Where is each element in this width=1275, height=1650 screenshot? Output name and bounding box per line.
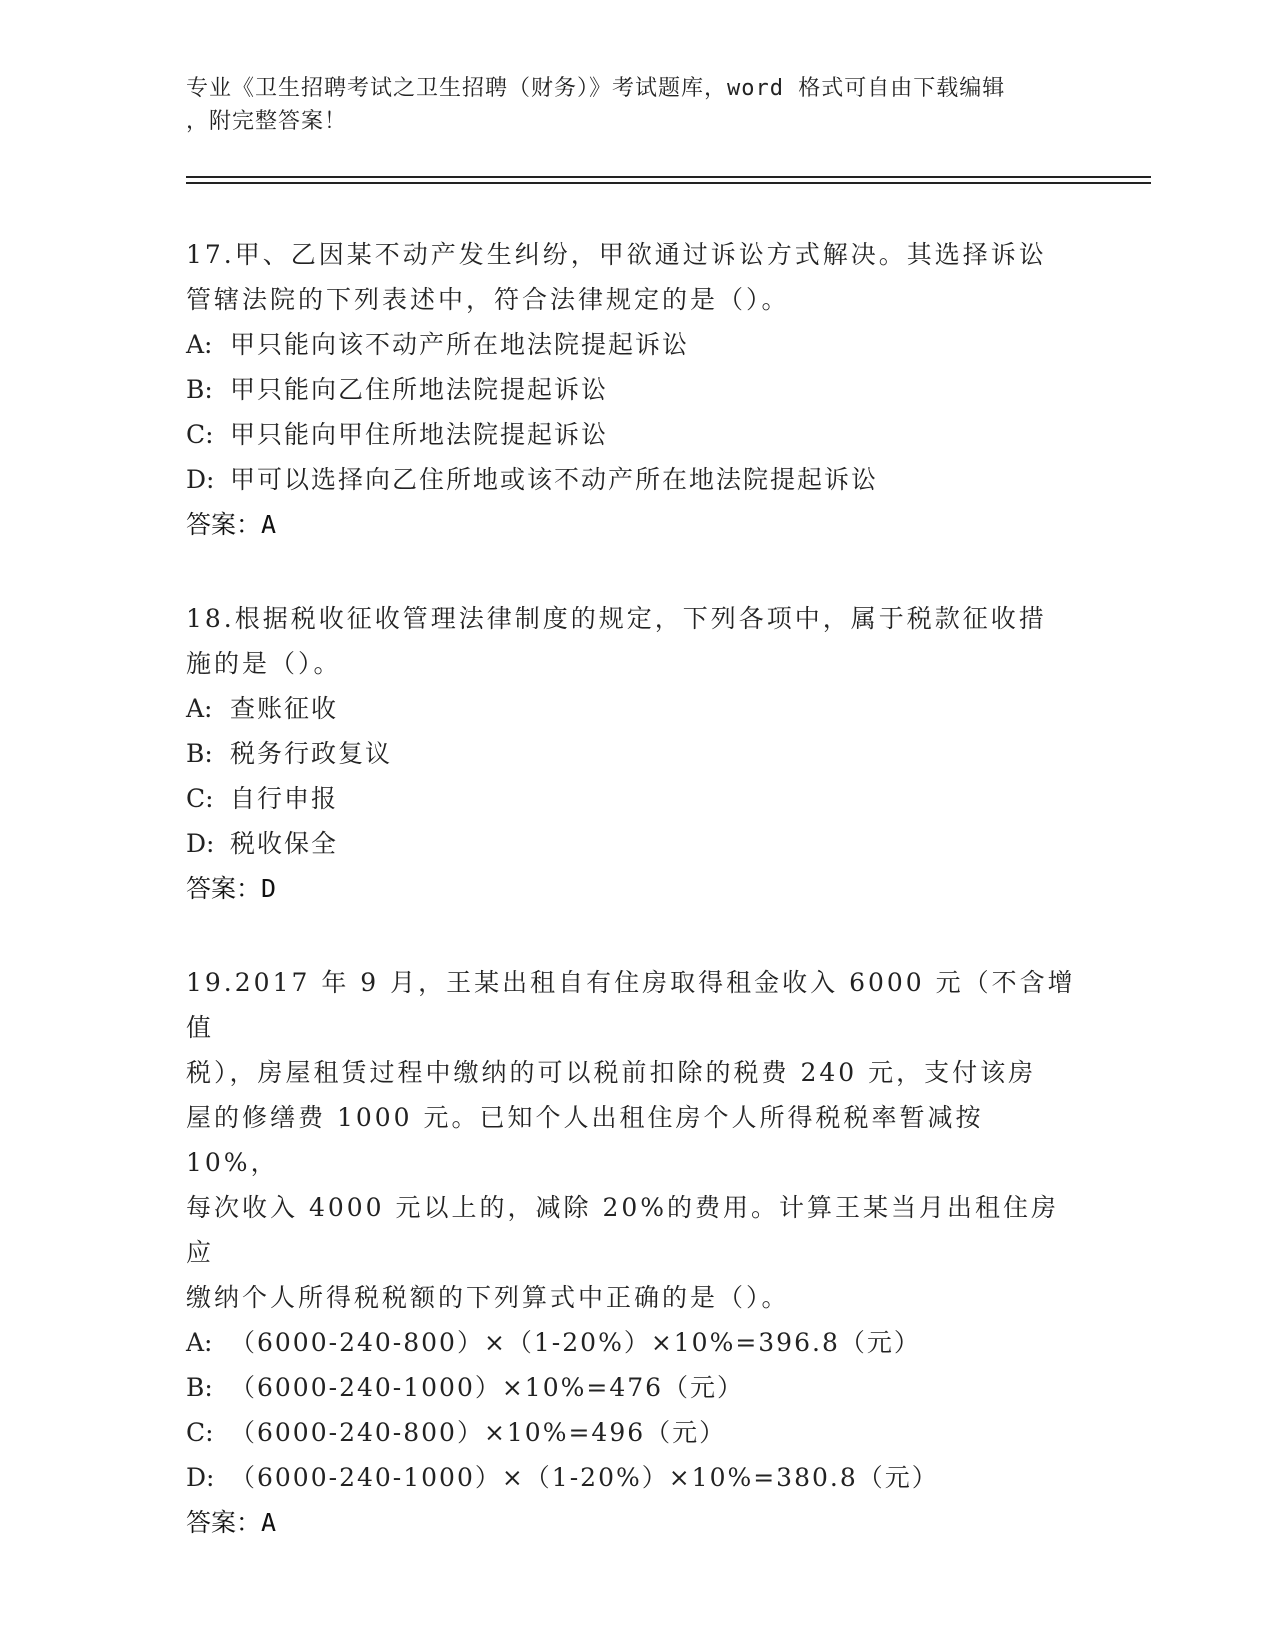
option-letter: C:: [186, 784, 214, 813]
option-text: 自行申报: [230, 784, 339, 813]
option-d: [186, 457, 1086, 502]
option-letter: B:: [186, 739, 213, 768]
option-text: 甲只能向该不动产所在地法院提起诉讼: [230, 330, 690, 359]
answer-value: D: [261, 874, 277, 903]
option-text: （6000-240-800）×（1-20%）×10%=396.8（元）: [230, 1328, 921, 1357]
question-text-line: 缴纳个人所得税税额的下列算式中正确的是（）。: [186, 1283, 790, 1312]
document-header: [186, 72, 1066, 138]
header-line-1: 专业《卫生招聘考试之卫生招聘（财务）》考试题库，word 格式可自由下载编辑: [186, 76, 1006, 101]
option-letter: C:: [186, 420, 214, 449]
option-text: 甲只能向甲住所地法院提起诉讼: [230, 420, 609, 449]
option-text: （6000-240-1000）×（1-20%）×10%=380.8（元）: [230, 1463, 939, 1492]
question-text-line: 19.2017 年 9 月，王某出租自有住房取得租金收入 6000 元（不含增值: [186, 968, 1076, 1042]
answer-line: [186, 1500, 1086, 1545]
question-18: [186, 596, 1086, 911]
question-text-line: 18.根据税收征收管理法律制度的规定，下列各项中，属于税款征收措: [186, 604, 1047, 633]
option-b: [186, 731, 1086, 776]
answer-value: A: [261, 1508, 277, 1537]
header-divider-bottom: [186, 182, 1151, 184]
option-letter: B:: [186, 375, 213, 404]
option-a: [186, 322, 1086, 367]
answer-line: [186, 502, 1086, 547]
option-a: [186, 686, 1086, 731]
option-letter: D:: [186, 829, 215, 858]
question-text-line: 税），房屋租赁过程中缴纳的可以税前扣除的税费 240 元，支付该房: [186, 1058, 1037, 1087]
option-letter: B:: [186, 1373, 213, 1402]
option-letter: A:: [186, 1328, 213, 1357]
question-text-line: 屋的修缮费 1000 元。已知个人出租住房个人所得税税率暂减按 10%，: [186, 1103, 984, 1177]
option-text: 甲可以选择向乙住所地或该不动产所在地法院提起诉讼: [230, 465, 879, 494]
question-text-line: 17.甲、乙因某不动产发生纠纷，甲欲通过诉讼方式解决。其选择诉讼: [186, 240, 1047, 269]
option-letter: C:: [186, 1418, 214, 1447]
question-text-line: 施的是（）。: [186, 649, 342, 678]
question-text-line: 管辖法院的下列表述中，符合法律规定的是（）。: [186, 285, 790, 314]
option-text: 税务行政复议: [230, 739, 393, 768]
option-c: [186, 776, 1086, 821]
option-letter: A:: [186, 330, 213, 359]
option-text: （6000-240-1000）×10%=476（元）: [230, 1373, 745, 1402]
option-d: [186, 821, 1086, 866]
option-text: （6000-240-800）×10%=496（元）: [230, 1418, 727, 1447]
option-b: [186, 1365, 1086, 1410]
question-19: [186, 960, 1086, 1545]
option-text: 税收保全: [230, 829, 339, 858]
answer-line: [186, 866, 1086, 911]
option-letter: D:: [186, 1463, 215, 1492]
answer-label: 答案：: [186, 874, 262, 903]
header-line-2: ，附完整答案！: [186, 109, 348, 134]
question-text-line: 每次收入 4000 元以上的，减除 20%的费用。计算王某当月出租住房应: [186, 1193, 1060, 1267]
option-c: [186, 412, 1086, 457]
answer-label: 答案：: [186, 510, 262, 539]
option-b: [186, 367, 1086, 412]
option-a: [186, 1320, 1086, 1365]
option-letter: A:: [186, 694, 213, 723]
answer-label: 答案：: [186, 1508, 262, 1537]
option-text: 甲只能向乙住所地法院提起诉讼: [230, 375, 609, 404]
option-text: 查账征收: [230, 694, 339, 723]
option-c: [186, 1410, 1086, 1455]
option-letter: D:: [186, 465, 215, 494]
answer-value: A: [261, 510, 277, 539]
option-d: [186, 1455, 1086, 1500]
question-17: [186, 232, 1086, 547]
header-divider-top: [186, 176, 1151, 178]
